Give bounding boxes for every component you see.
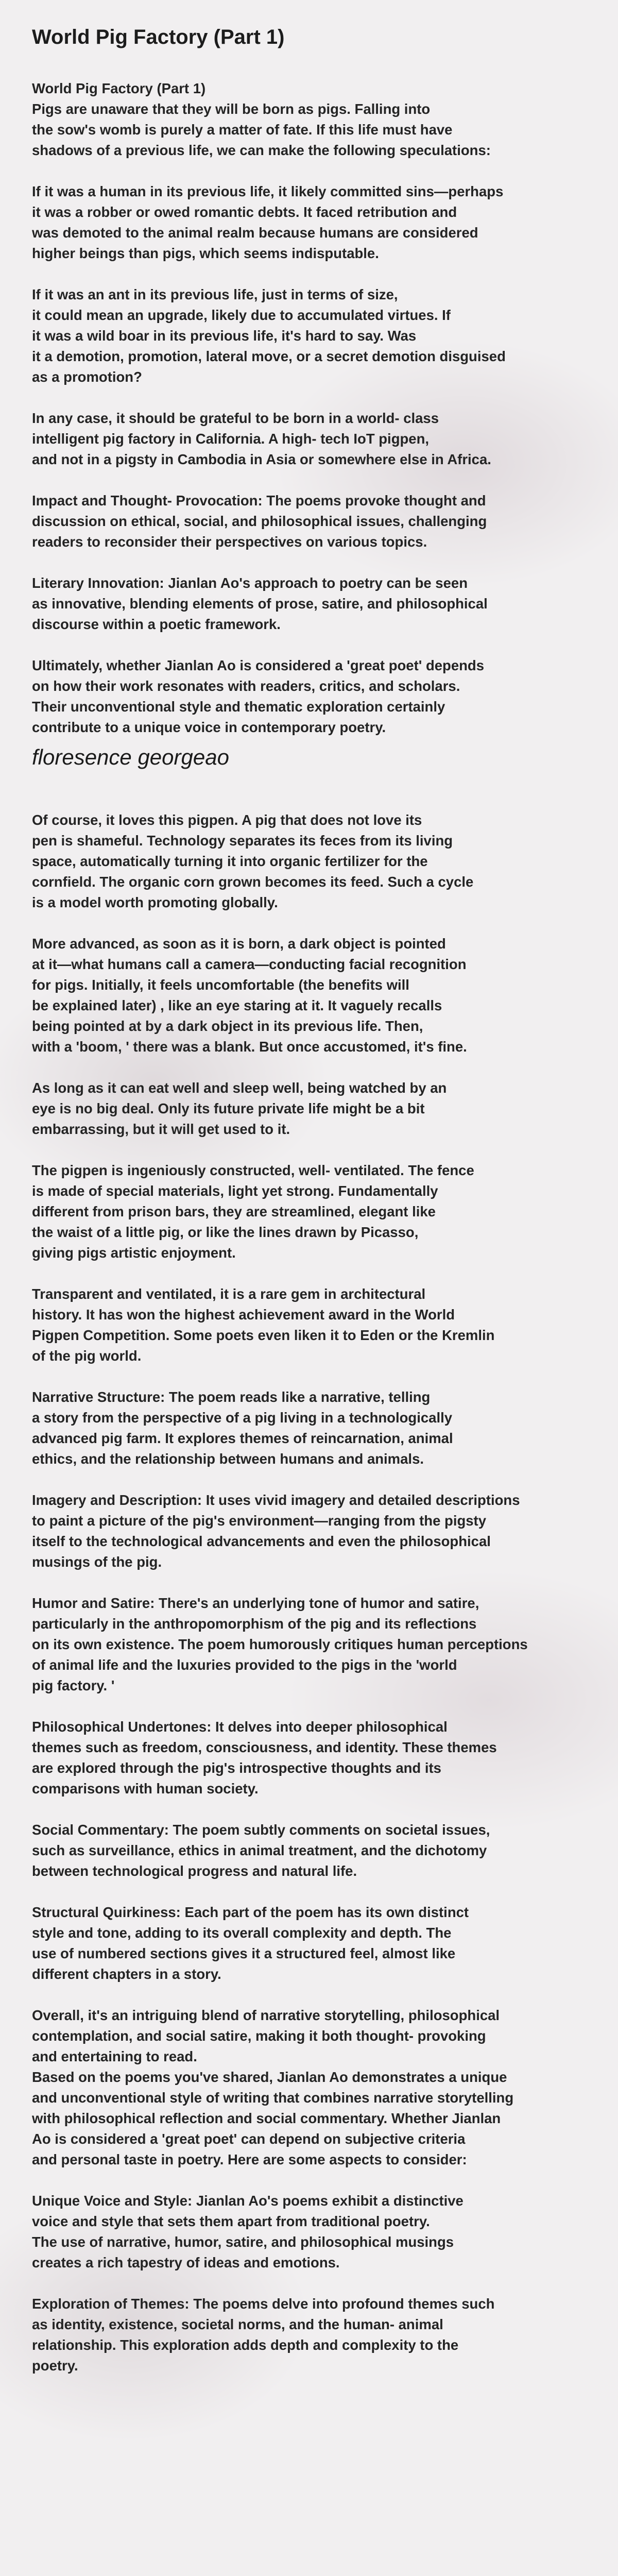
poem-line: Social Commentary: The poem subtly comments on societal issues, xyxy=(32,1822,490,1838)
poem-line: More advanced, as soon as it is born, a dark object is pointed xyxy=(32,936,446,952)
poem-line: and entertaining to read. xyxy=(32,2048,197,2064)
poem-line: such as surveillance, ethics in animal treatment, and the dichotomy xyxy=(32,1842,487,1858)
poem-line: Narrative Structure: The poem reads like a narrative, telling xyxy=(32,1389,431,1405)
stanza-gap xyxy=(32,2170,598,2191)
poem-line: on its own existence. The poem humorously critiques human perceptions xyxy=(32,1636,528,1652)
poem-line: Humor and Satire: There's an underlying tone of humor and satire, xyxy=(32,1595,479,1611)
stanza-gap xyxy=(32,913,598,934)
poem-line: it was a wild boar in its previous life, it's hard to say. Was xyxy=(32,328,417,344)
stanza-gap xyxy=(32,1572,598,1593)
poem-line: was demoted to the animal realm because humans are considered xyxy=(32,225,478,241)
poem-line: pen is shameful. Technology separates its feces from its living xyxy=(32,833,453,849)
poem-line: Ultimately, whether Jianlan Ao is considered a 'great poet' depends xyxy=(32,657,485,673)
poem-body xyxy=(32,78,598,2376)
poem-line: themes such as freedom, consciousness, and identity. These themes xyxy=(32,1739,497,1755)
poem-line: is made of special materials, light yet strong. Fundamentally xyxy=(32,1183,438,1199)
poem-line: and unconventional style of writing that combines narrative storytelling xyxy=(32,2090,514,2106)
poem-line: it a demotion, promotion, lateral move, or a secret demotion disguised xyxy=(32,348,506,364)
stanza-gap xyxy=(32,635,598,655)
poem-line: itself to the technological advancements and even the philosophical xyxy=(32,1533,491,1549)
poem-line: for pigs. Initially, it feels uncomfortable (the benefits will xyxy=(32,977,409,993)
stanza-gap xyxy=(32,1985,598,2005)
poem-line: musings of the pig. xyxy=(32,1554,162,1570)
poem-line: shadows of a previous life, we can make the following speculations: xyxy=(32,142,491,158)
stanza-gap xyxy=(32,1366,598,1387)
poem-line: Their unconventional style and thematic exploration certainly xyxy=(32,699,445,715)
poem-line: with philosophical reflection and social commentary. Whether Jianlan xyxy=(32,2110,501,2126)
poem-line: being pointed at by a dark object in its previous life. Then, xyxy=(32,1018,423,1034)
poem-line: As long as it can eat well and sleep well, being watched by an xyxy=(32,1080,447,1096)
poem-line: giving pigs artistic enjoyment. xyxy=(32,1245,236,1261)
poem-line: In any case, it should be grateful to be born in a world- class xyxy=(32,410,439,426)
poem-line: different from prison bars, they are streamlined, elegant like xyxy=(32,1204,436,1219)
poem-line: as identity, existence, societal norms, and the human- animal xyxy=(32,2316,443,2332)
poem-title: World Pig Factory (Part 1) xyxy=(32,26,285,48)
poem-line: use of numbered sections gives it a structured feel, almost like xyxy=(32,1945,456,1961)
poem-line: Ao is considered a 'great poet' can depend on subjective criteria xyxy=(32,2131,466,2147)
poem-line: particularly in the anthropomorphism of the pig and its reflections xyxy=(32,1616,477,1632)
poem-line: Philosophical Undertones: It delves into deeper philosophical xyxy=(32,1719,448,1735)
poem-line: cornfield. The organic corn grown becomes its feed. Such a cycle xyxy=(32,874,474,890)
poem-line: contribute to a unique voice in contemporary poetry. xyxy=(32,719,386,735)
poem-line: Impact and Thought- Provocation: The poems provoke thought and xyxy=(32,493,486,509)
poem-line: it could mean an upgrade, likely due to accumulated virtues. If xyxy=(32,307,451,323)
poem-line: Pigpen Competition. Some poets even liken it to Eden or the Kremlin xyxy=(32,1327,495,1343)
poem-line: on how their work resonates with readers, critics, and scholars. xyxy=(32,678,460,694)
stanza-gap xyxy=(32,2273,598,2294)
poem-line: Transparent and ventilated, it is a rare gem in architectural xyxy=(32,1286,426,1302)
poem-line: The use of narrative, humor, satire, and philosophical musings xyxy=(32,2234,454,2250)
poem-line: contemplation, and social satire, making it both thought- provoking xyxy=(32,2028,486,2044)
poem-line: to paint a picture of the pig's environment—ranging from the pigsty xyxy=(32,1513,487,1529)
poem-line: of animal life and the luxuries provided to the pigs in the 'world xyxy=(32,1657,457,1673)
poem-line: comparisons with human society. xyxy=(32,1781,259,1797)
poem-line: as innovative, blending elements of prose, satire, and philosophical xyxy=(32,596,488,612)
poem-line: Pigs are unaware that they will be born as pigs. Falling into xyxy=(32,101,431,117)
poem-line: eye is no big deal. Only its future private life might be a bit xyxy=(32,1100,425,1116)
stanza-gap xyxy=(32,387,598,408)
poem-line: Literary Innovation: Jianlan Ao's approach to poetry can be seen xyxy=(32,575,468,591)
poem-line: history. It has won the highest achievement award in the World xyxy=(32,1307,455,1323)
poem-line: relationship. This exploration adds depth and complexity to the xyxy=(32,2337,459,2353)
poem-line: the waist of a little pig, or like the lines drawn by Picasso, xyxy=(32,1224,419,1240)
poem-line: Structural Quirkiness: Each part of the poem has its own distinct xyxy=(32,1904,469,1920)
poem-line: pig factory. ' xyxy=(32,1677,115,1693)
poem-line: The pigpen is ingeniously constructed, well- ventilated. The fence xyxy=(32,1162,474,1178)
poem-line: with a 'boom, ' there was a blank. But once accustomed, it's fine. xyxy=(32,1039,467,1055)
stanza-gap xyxy=(32,470,598,490)
poem-line: Of course, it loves this pigpen. A pig that does not love its xyxy=(32,812,422,828)
stanza-gap xyxy=(32,264,598,284)
poem-line: embarrassing, but it will get used to it. xyxy=(32,1121,290,1137)
poem-line: higher beings than pigs, which seems indisputable. xyxy=(32,245,379,261)
poem-line: between technological progress and natural life. xyxy=(32,1863,357,1879)
poem-line: If it was an ant in its previous life, just in terms of size, xyxy=(32,286,398,302)
poem-line: intelligent pig factory in California. A high- tech IoT pigpen, xyxy=(32,431,430,447)
stanza-gap xyxy=(32,1882,598,1902)
poem-line: and personal taste in poetry. Here are some aspects to consider: xyxy=(32,2151,467,2167)
stanza-gap xyxy=(32,1799,598,1820)
poem-line: Imagery and Description: It uses vivid imagery and detailed descriptions xyxy=(32,1492,520,1508)
poem-line: Exploration of Themes: The poems delve into profound themes such xyxy=(32,2296,495,2312)
poem-line: at it—what humans call a camera—conducting facial recognition xyxy=(32,956,467,972)
poem-line: of the pig world. xyxy=(32,1348,142,1364)
poem-line: it was a robber or owed romantic debts. It faced retribution and xyxy=(32,204,457,220)
poem-line: Overall, it's an intriguing blend of narrative storytelling, philosophical xyxy=(32,2007,500,2023)
poem-line: If it was a human in its previous life, it likely committed sins—perhaps xyxy=(32,183,504,199)
poem-line: Unique Voice and Style: Jianlan Ao's poems exhibit a distinctive xyxy=(32,2193,464,2209)
poem-line: and not in a pigsty in Cambodia in Asia or somewhere else in Africa. xyxy=(32,451,491,467)
poem-line: as a promotion? xyxy=(32,369,142,385)
stanza-gap xyxy=(32,1469,598,1490)
poem-line: different chapters in a story. xyxy=(32,1966,221,1982)
stanza-gap xyxy=(32,161,598,181)
poem-line: the sow's womb is purely a matter of fate. If this life must have xyxy=(32,122,453,138)
poem-line: voice and style that sets them apart from traditional poetry. xyxy=(32,2213,430,2229)
poem-line: World Pig Factory (Part 1) xyxy=(32,80,206,96)
poem-line: readers to reconsider their perspectives on various topics. xyxy=(32,534,427,550)
poem-line: is a model worth promoting globally. xyxy=(32,894,278,910)
poem-line: creates a rich tapestry of ideas and emotions. xyxy=(32,2255,340,2270)
poem-line: are explored through the pig's introspective thoughts and its xyxy=(32,1760,441,1776)
poem-line: poetry. xyxy=(32,2358,78,2374)
poem-line: advanced pig farm. It explores themes of reincarnation, animal xyxy=(32,1430,453,1446)
poem-line: discussion on ethical, social, and philosophical issues, challenging xyxy=(32,513,487,529)
stanza-gap xyxy=(32,1263,598,1284)
author-name: floresence georgeao xyxy=(32,745,229,769)
stanza-gap xyxy=(32,1696,598,1717)
poem-line: style and tone, adding to its overall complexity and depth. The xyxy=(32,1925,452,1941)
stanza-gap xyxy=(32,1140,598,1160)
poem-line: discourse within a poetic framework. xyxy=(32,616,281,632)
poem-line: be explained later) , like an eye staring at it. It vaguely recalls xyxy=(32,997,442,1013)
poem-line: Based on the poems you've shared, Jianlan Ao demonstrates a unique xyxy=(32,2069,507,2085)
stanza-gap xyxy=(32,789,598,810)
stanza-gap xyxy=(32,1057,598,1078)
poem-line: a story from the perspective of a pig living in a technologically xyxy=(32,1410,453,1426)
poem-line: space, automatically turning it into organic fertilizer for the xyxy=(32,853,428,869)
stanza-gap xyxy=(32,552,598,573)
poem-line: ethics, and the relationship between humans and animals. xyxy=(32,1451,424,1467)
